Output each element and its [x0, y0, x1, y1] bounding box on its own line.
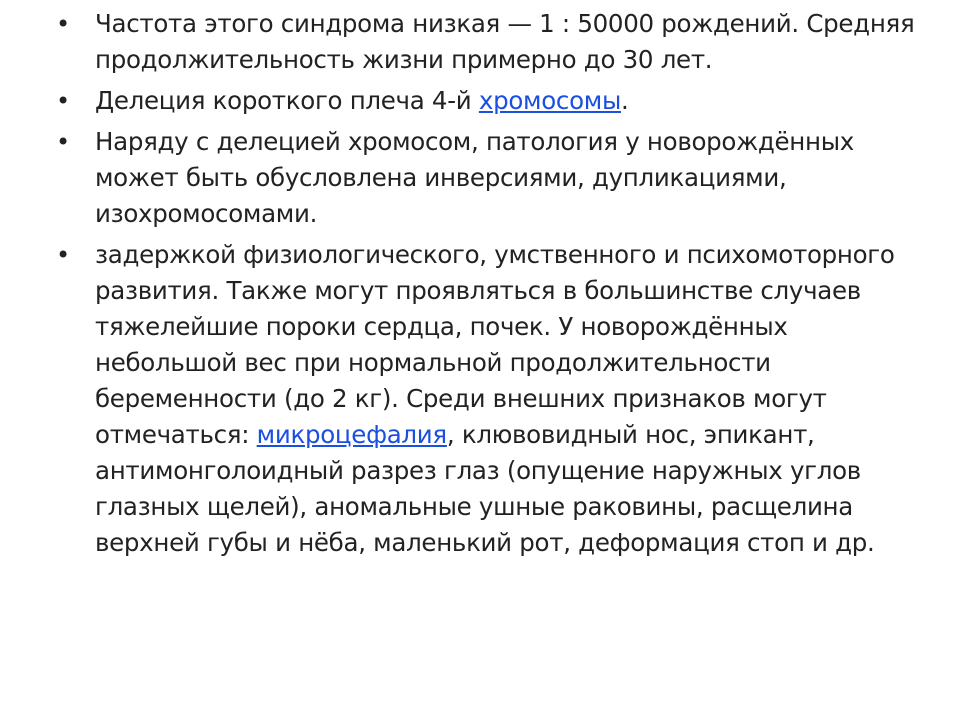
bullet-text-end: , клювовидный нос, эпикант, антимонголоидный разрез глаз (опущение наружных углов глазных щелей), аномальные ушные раковины, расщелина верхней губы и нёба, маленький рот, деформация стоп и др.	[95, 420, 875, 557]
bullet-icon: •	[56, 241, 70, 269]
bullet-item-symptoms	[56, 237, 926, 561]
bullet-text: Наряду с делецией хромосом, патология у новорождённых может быть обусловлена инверсиями, дупликациями, изохромосомами.	[95, 127, 854, 228]
bullet-icon: •	[56, 10, 70, 38]
bullet-icon: •	[56, 128, 70, 156]
bullet-item-frequency	[56, 6, 926, 78]
bullet-text: Делеция короткого плеча 4-й	[95, 86, 479, 115]
bullet-text: Частота этого синдрома низкая — 1 : 50000 рождений. Средняя продолжительность жизни примерно до 30 лет.	[95, 9, 915, 74]
chromosome-link[interactable]: хромосомы	[478, 86, 621, 115]
microcephaly-link[interactable]: микроцефалия	[256, 420, 447, 449]
bullet-item-deletion	[56, 83, 926, 119]
bullet-text-end: .	[621, 86, 629, 115]
bullet-item-pathology	[56, 124, 926, 232]
bullet-list	[56, 6, 926, 566]
bullet-text: задержкой физиологического, умственного и психомоторного развития. Также могут проявляться в большинстве случаев тяжелейшие пороки сердца, почек. У новорождённых небольшой вес при нормальной продолжительности беременности (до 2 кг). Среди внешних признаков могут отмечаться:	[95, 240, 895, 449]
bullet-icon: •	[56, 87, 70, 115]
